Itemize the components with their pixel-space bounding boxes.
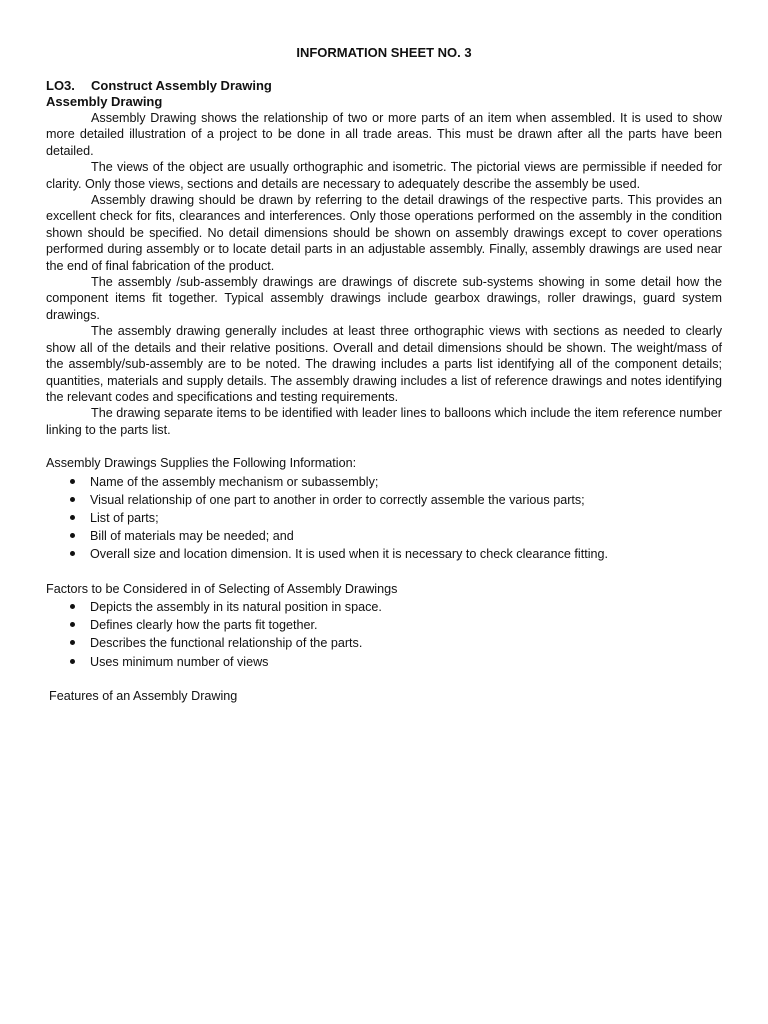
list-item-text: Uses minimum number of views	[90, 654, 269, 669]
bullet-icon	[70, 640, 75, 645]
bullet-icon	[70, 551, 75, 556]
learning-outcome-code: LO3.	[46, 78, 75, 93]
list-item-text: Depicts the assembly in its natural position in space.	[90, 599, 382, 614]
factors-list	[46, 598, 722, 671]
bullet-icon	[70, 604, 75, 609]
list-item	[46, 545, 722, 563]
bullet-icon	[70, 479, 75, 484]
list-item-text: Bill of materials may be needed; and	[90, 529, 294, 544]
paragraph-4: The assembly /sub-assembly drawings are drawings of discrete sub-systems showing in some detail how the component items fit together. Typical assembly drawings include gearbox drawings, roller drawings, guard system drawings.	[46, 275, 722, 322]
bullet-icon	[70, 622, 75, 627]
list-item	[46, 634, 722, 652]
list-item	[46, 509, 722, 527]
section-subheading: Assembly Drawing	[46, 94, 163, 109]
list-item	[46, 491, 722, 509]
features-section-title: Features of an Assembly Drawing	[49, 688, 238, 703]
list-item	[46, 616, 722, 634]
list-item-text: Overall size and location dimension. It is used when it is necessary to check clearance fitting.	[90, 547, 608, 562]
paragraph-3: Assembly drawing should be drawn by referring to the detail drawings of the respective parts. This provides an excellent check for fits, clearances and interferences. Only those operations performed on the assembly in the condition shown should be specified. No detail dimensions should be shown on assembly drawings except to cover operations performed during assembly or to locate detail parts in an adjustable assembly. Finally, assembly drawings are used near the end of final fabrication of the product.	[46, 193, 722, 273]
learning-outcome-title: Construct Assembly Drawing	[91, 78, 272, 93]
list-item-text: Describes the functional relationship of the parts.	[90, 636, 363, 651]
bullet-icon	[70, 533, 75, 538]
sheet-title: INFORMATION SHEET NO. 3	[296, 45, 472, 60]
list-item-text: Name of the assembly mechanism or subassembly;	[90, 474, 379, 489]
supplies-list	[46, 473, 722, 564]
paragraph-6: The drawing separate items to be identified with leader lines to balloons which include the item reference number linking to the parts list.	[46, 406, 722, 437]
list-item	[46, 473, 722, 491]
list-item-text: Defines clearly how the parts fit together.	[90, 618, 318, 633]
list-item-text: Visual relationship of one part to another in order to correctly assemble the various parts;	[90, 492, 585, 507]
list-item	[46, 653, 722, 671]
list-item	[46, 598, 722, 616]
list-item	[46, 527, 722, 545]
learning-outcome-heading	[46, 78, 722, 94]
supplies-section-title: Assembly Drawings Supplies the Following Information:	[46, 456, 357, 471]
paragraph-1: Assembly Drawing shows the relationship of two or more parts of an item when assembled. It is used to show more detailed illustration of a project to be done in all trade areas. This must be drawn after all the parts have been detailed.	[46, 111, 722, 158]
list-item-text: List of parts;	[90, 510, 159, 525]
bullet-icon	[70, 659, 75, 664]
paragraph-5: The assembly drawing generally includes at least three orthographic views with sections as needed to clearly show all of the details and their relative positions. Overall and detail dimensions should be shown. The weight/mass of the assembly/sub-assembly are to be noted. The drawing includes a parts list identifying all of the component details; quantities, materials and supply details. The assembly drawing includes a list of reference drawings and notes identifying the relevant codes and specifications and testing requirements.	[46, 324, 722, 404]
paragraph-2: The views of the object are usually orthographic and isometric. The pictorial views are permissible if needed for clarity. Only those views, sections and details are necessary to adequately describe the assembly be used.	[46, 160, 722, 191]
factors-section-title: Factors to be Considered in of Selecting of Assembly Drawings	[46, 581, 398, 596]
bullet-icon	[70, 497, 75, 502]
bullet-icon	[70, 515, 75, 520]
